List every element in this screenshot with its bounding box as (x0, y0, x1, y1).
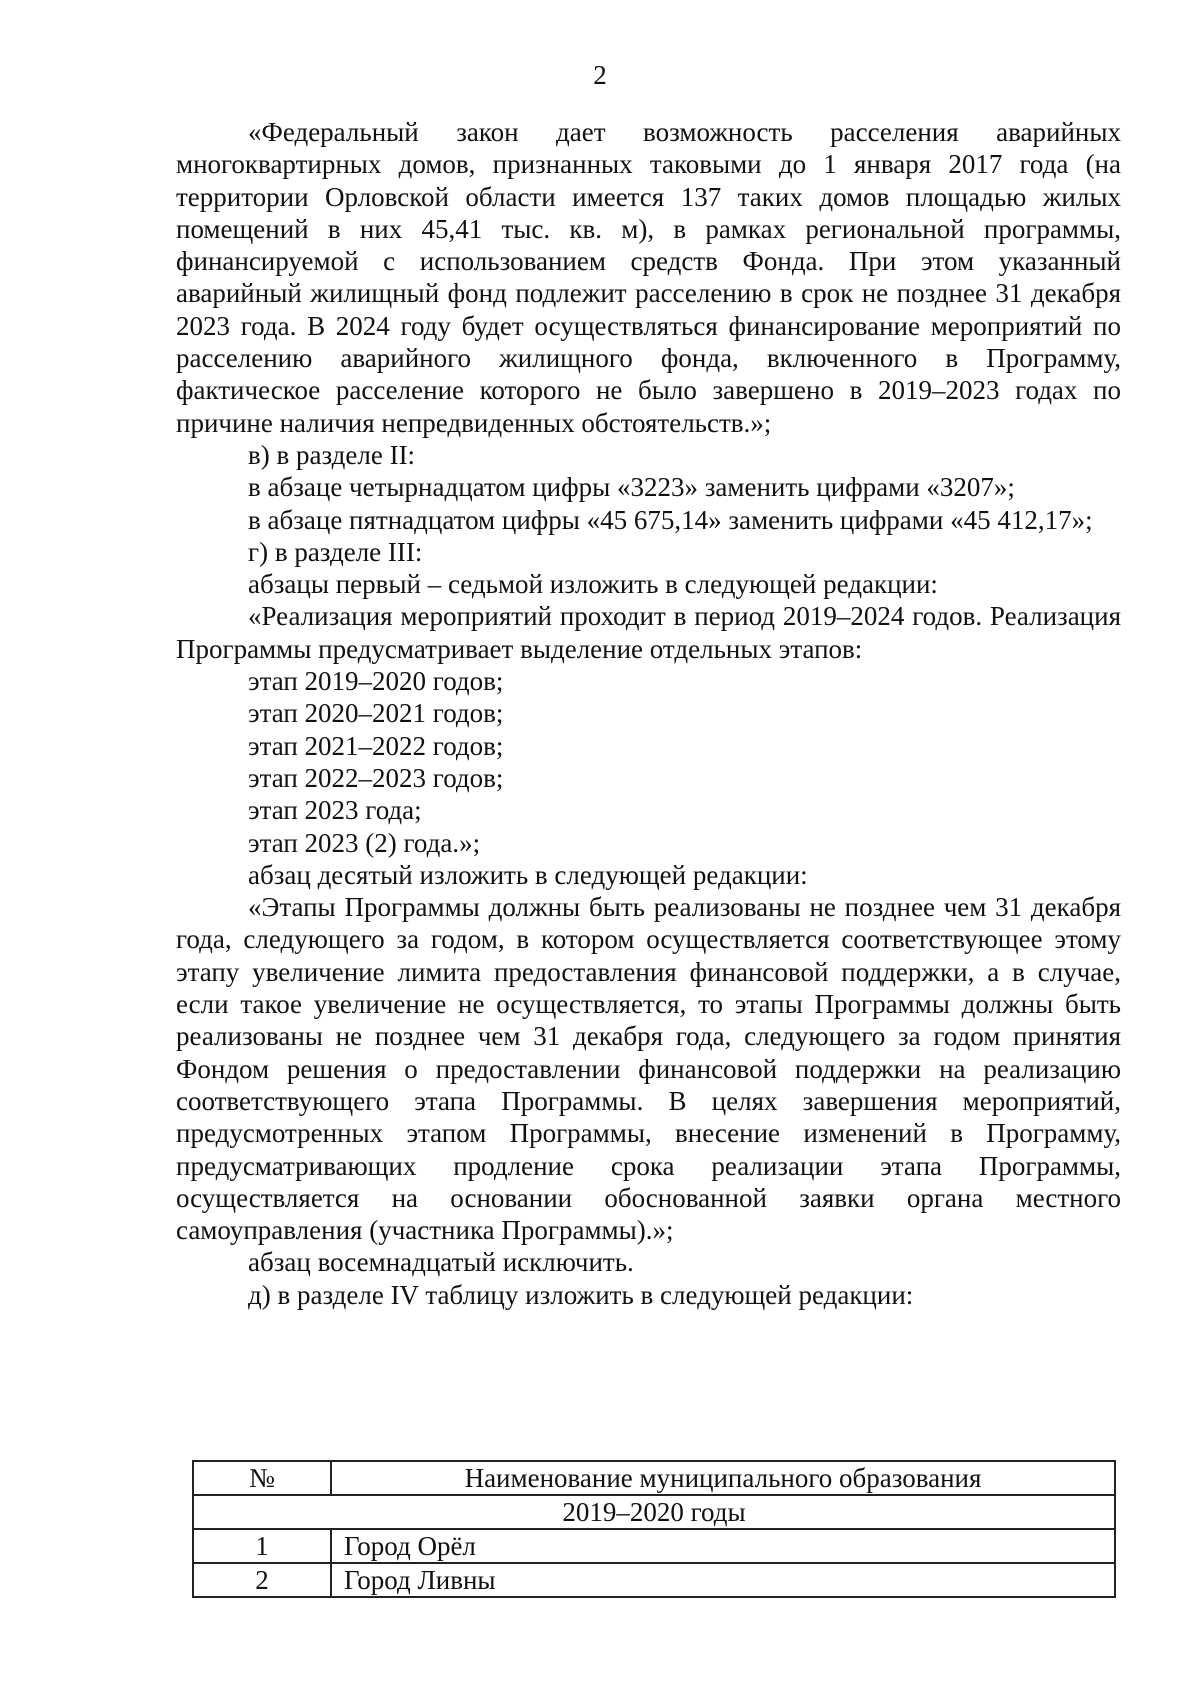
column-header-name: Наименование муниципального образования (331, 1461, 1115, 1495)
paragraph-abzac-14: в абзаце четырнадцатом цифры «3223» заменить цифрами «3207»; (248, 472, 1015, 503)
table-header-row (193, 1461, 1115, 1495)
paragraph-abzacy-1-7: абзацы первый – седьмой изложить в следующей редакции: (248, 569, 938, 600)
paragraph-abzac-15: в абзаце пятнадцатом цифры «45 675,14» заменить цифрами «45 412,17»; (248, 504, 1093, 535)
municipalities-table-wrapper (192, 1460, 1116, 1598)
paragraph-abzac-18: абзац восемнадцатый исключить. (248, 1247, 634, 1278)
page-number: 2 (593, 60, 607, 90)
paragraph-realization: «Реализация мероприятий проходит в период 2019–2024 годов. Реализация Программы предусматривает выделение отдельных этапов: (176, 601, 1121, 664)
table-cell-number: 1 (193, 1529, 331, 1563)
paragraph-stage-2: этап 2020–2021 годов; (248, 698, 504, 729)
paragraph-stage-5: этап 2023 года; (248, 795, 422, 826)
municipalities-table (192, 1460, 1116, 1598)
table-row (193, 1563, 1115, 1597)
table-row (193, 1529, 1115, 1563)
paragraph-abzac-10: абзац десятый изложить в следующей редакции: (248, 859, 808, 890)
paragraph-section-3: г) в разделе III: (248, 536, 423, 567)
paragraph-stage-1: этап 2019–2020 годов; (248, 666, 504, 697)
paragraph-stage-6: этап 2023 (2) года.»; (248, 827, 481, 858)
paragraph-federal-law: «Федеральный закон дает возможность расселения аварийных многоквартирных домов, признанных таковыми до 1 января 2017 года (на территории Орловской области имеется 137 таких домов площадью жилых помещений в них 45,41 тыс. кв. м), в рамках региональной программы, финансируемой с использованием средств Фонда. При этом указанный аварийный жилищный фонд подлежит расселению в срок не позднее 31 декабря 2023 года. В 2024 году будет осуществляться финансирование мероприятий по расселению аварийного жилищного фонда, включенного в Программу, фактическое расселение которого не было завершено в 2019–2023 годах по причине наличия непредвиденных обстоятельств.»; (176, 117, 1121, 438)
paragraph-stage-3: этап 2021–2022 годов; (248, 730, 504, 761)
table-cell-name: Город Ливны (331, 1563, 1115, 1597)
table-cell-name: Город Орёл (331, 1529, 1115, 1563)
table-group-label: 2019–2020 годы (193, 1495, 1115, 1529)
paragraph-stages-deadline: «Этапы Программы должны быть реализованы не позднее чем 31 декабря года, следующего за годом, в котором осуществляется соответствующее этому этапу увеличение лимита предоставления финансовой поддержки, а в случае, если такое увеличение не осуществляется, то этапы Программы должны быть реализованы не позднее чем 31 декабря года, следующего за годом принятия Фондом решения о предоставлении финансовой поддержки на реализацию соответствующего этапа Программы. В целях завершения мероприятий, предусмотренных этапом Программы, внесение изменений в Программу, предусматривающих продление срока реализации этапа Программы, осуществляется на основании обоснованной заявки органа местного самоуправления (участника Программы).»; (176, 892, 1121, 1246)
paragraph-section-4: д) в разделе IV таблицу изложить в следующей редакции: (248, 1279, 914, 1310)
table-group-row (193, 1495, 1115, 1529)
document-body (176, 116, 1121, 1311)
paragraph-stage-4: этап 2022–2023 годов; (248, 762, 504, 793)
column-header-number: № (193, 1461, 331, 1495)
paragraph-section-2: в) в разделе II: (248, 439, 416, 470)
table-cell-number: 2 (193, 1563, 331, 1597)
